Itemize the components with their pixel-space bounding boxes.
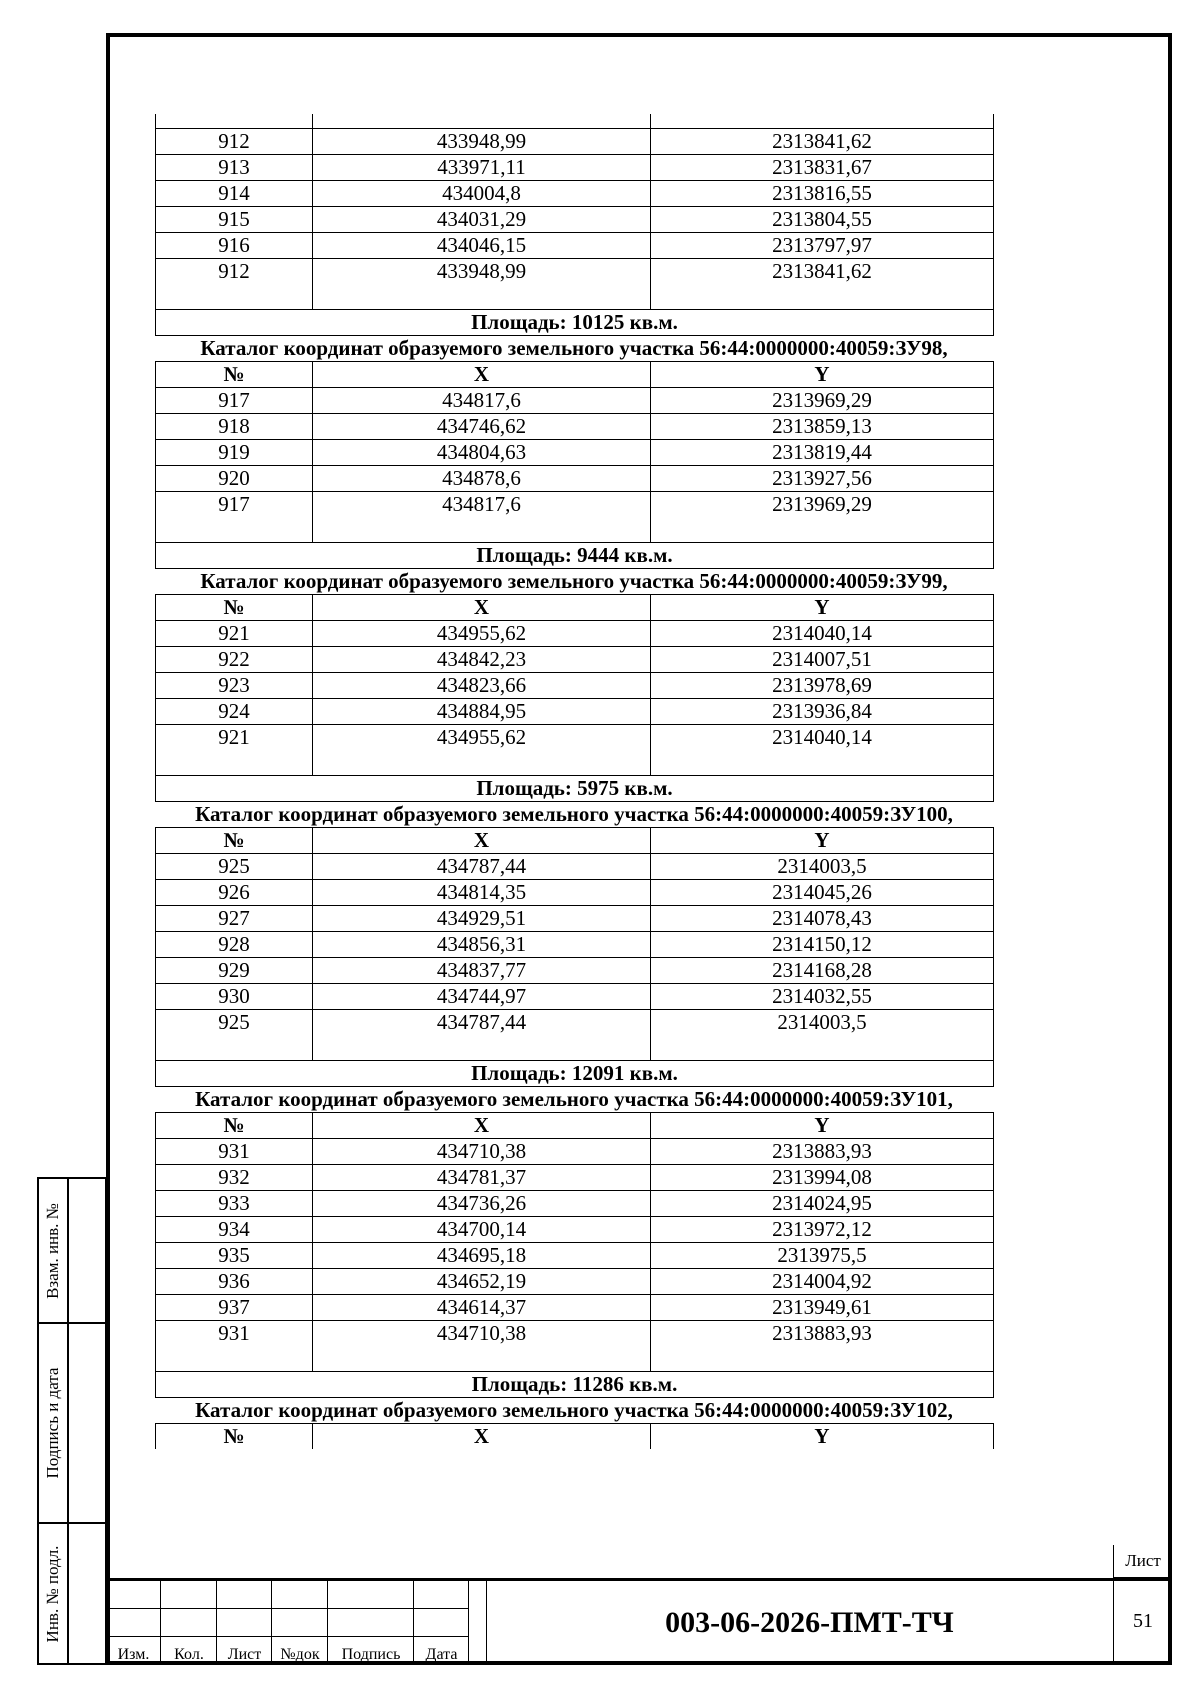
coord-x: 434804,63	[313, 440, 651, 466]
coord-y: 2313975,5	[651, 1243, 994, 1269]
sheet-number: 51	[1133, 1610, 1153, 1632]
point-number: 936	[156, 1269, 313, 1295]
revision-label: Кол.	[174, 1646, 204, 1663]
blank-cell	[156, 1035, 313, 1061]
blank-cell	[156, 284, 313, 310]
revision-cell	[328, 1581, 414, 1609]
table-row	[156, 492, 994, 518]
coord-x: 433971,11	[313, 155, 651, 181]
coord-y: 2313841,62	[651, 129, 994, 155]
catalog-table	[155, 361, 994, 569]
point-number: 914	[156, 181, 313, 207]
point-number: 913	[156, 155, 313, 181]
side-stamp-signature	[37, 1324, 107, 1524]
header-x: X	[313, 828, 651, 854]
point-number: 925	[156, 854, 313, 880]
blank-cell	[651, 1035, 994, 1061]
catalog-table	[155, 594, 994, 802]
revision-cell	[414, 1637, 469, 1665]
header-num: №	[156, 362, 313, 388]
table-row	[156, 1139, 994, 1165]
revision-cell	[272, 1637, 328, 1665]
coord-x: 434614,37	[313, 1295, 651, 1321]
revision-cell	[328, 1609, 414, 1637]
coord-y: 2313969,29	[651, 492, 994, 518]
area-row	[156, 310, 994, 336]
table-row	[156, 1217, 994, 1243]
point-number: 919	[156, 440, 313, 466]
coord-y: 2314040,14	[651, 621, 994, 647]
area-value: Площадь: 9444 кв.м.	[156, 543, 994, 569]
point-number: 922	[156, 647, 313, 673]
coord-x: 434817,6	[313, 388, 651, 414]
revision-cell	[272, 1609, 328, 1637]
coord-x: 434046,15	[313, 233, 651, 259]
catalog-title: Каталог координат образуемого земельного участка 56:44:0000000:40059:ЗУ98,	[200, 336, 948, 360]
coord-y: 2314032,55	[651, 984, 994, 1010]
coord-y: 2314003,5	[651, 1010, 994, 1036]
stub-cell	[156, 114, 313, 129]
blank-row	[156, 284, 994, 310]
blank-row	[156, 1346, 994, 1372]
table-row	[156, 414, 994, 440]
catalog-title: Каталог координат образуемого земельного участка 56:44:0000000:40059:ЗУ101,	[195, 1087, 953, 1111]
header-y: Y	[651, 1113, 994, 1139]
coord-y: 2314045,26	[651, 880, 994, 906]
blank-cell	[651, 1346, 994, 1372]
coord-x: 434710,38	[313, 1139, 651, 1165]
coord-x: 434695,18	[313, 1243, 651, 1269]
blank-cell	[156, 517, 313, 543]
table-row	[156, 1243, 994, 1269]
coord-x: 434929,51	[313, 906, 651, 932]
blank-row	[156, 750, 994, 776]
coord-y: 2314007,51	[651, 647, 994, 673]
blank-cell	[313, 750, 651, 776]
area-row	[156, 543, 994, 569]
table-row	[156, 621, 994, 647]
blank-cell	[651, 284, 994, 310]
blank-cell	[313, 284, 651, 310]
coord-y: 2314040,14	[651, 725, 994, 751]
coord-x: 434652,19	[313, 1269, 651, 1295]
header-num: №	[156, 828, 313, 854]
blank-cell	[156, 750, 313, 776]
table-row	[156, 932, 994, 958]
coord-y: 2313927,56	[651, 466, 994, 492]
table-row	[156, 388, 994, 414]
coord-x: 433948,99	[313, 259, 651, 285]
point-number: 916	[156, 233, 313, 259]
point-number: 912	[156, 259, 313, 285]
table-row	[156, 647, 994, 673]
blank-cell	[313, 517, 651, 543]
coordinate-catalogs	[155, 114, 993, 1449]
revision-label: Изм.	[117, 1646, 150, 1663]
table-row	[156, 233, 994, 259]
header-x: X	[313, 1113, 651, 1139]
point-number: 924	[156, 699, 313, 725]
table-row	[156, 259, 994, 285]
coord-y: 2314024,95	[651, 1191, 994, 1217]
coord-x: 434823,66	[313, 673, 651, 699]
revision-label: №док	[280, 1646, 320, 1663]
coord-x: 434814,35	[313, 880, 651, 906]
coord-x: 434736,26	[313, 1191, 651, 1217]
revision-cell	[106, 1609, 161, 1637]
table-row	[156, 1165, 994, 1191]
revision-cell	[106, 1581, 161, 1609]
side-stamp-signature-label: Подпись и дата	[43, 1367, 62, 1479]
revision-cell	[161, 1637, 217, 1665]
header-row	[156, 1113, 994, 1139]
coord-y: 2314168,28	[651, 958, 994, 984]
area-value: Площадь: 12091 кв.м.	[156, 1061, 994, 1087]
table-row	[156, 984, 994, 1010]
point-number: 934	[156, 1217, 313, 1243]
table-row	[156, 129, 994, 155]
coord-x: 434700,14	[313, 1217, 651, 1243]
header-y: Y	[651, 828, 994, 854]
sheet-box	[1113, 1545, 1172, 1665]
table-row	[156, 466, 994, 492]
header-num: №	[156, 1424, 313, 1450]
sheet-label: Лист	[1114, 1545, 1172, 1578]
coord-x: 434856,31	[313, 932, 651, 958]
point-number: 931	[156, 1321, 313, 1347]
table-row	[156, 699, 994, 725]
coord-y: 2314150,12	[651, 932, 994, 958]
revision-label: Лист	[227, 1646, 262, 1663]
catalog-title-next: Каталог координат образуемого земельного участка 56:44:0000000:40059:ЗУ102,	[195, 1398, 953, 1422]
coord-y: 2313972,12	[651, 1217, 994, 1243]
point-number: 918	[156, 414, 313, 440]
coord-y: 2314004,92	[651, 1269, 994, 1295]
coord-y: 2313797,97	[651, 233, 994, 259]
point-number: 932	[156, 1165, 313, 1191]
revision-cell	[328, 1637, 414, 1665]
coord-y: 2313804,55	[651, 207, 994, 233]
coord-x: 434031,29	[313, 207, 651, 233]
point-number: 930	[156, 984, 313, 1010]
coord-y: 2313816,55	[651, 181, 994, 207]
coord-y: 2313969,29	[651, 388, 994, 414]
revision-cell	[106, 1637, 161, 1665]
header-num: №	[156, 595, 313, 621]
catalog-table	[155, 827, 994, 1087]
catalog-table	[155, 1112, 994, 1398]
point-number: 927	[156, 906, 313, 932]
table-row	[156, 1010, 994, 1036]
table-row	[156, 673, 994, 699]
header-num: №	[156, 1113, 313, 1139]
table-row	[156, 854, 994, 880]
table-row	[156, 958, 994, 984]
catalog-title: Каталог координат образуемого земельного участка 56:44:0000000:40059:ЗУ100,	[195, 802, 953, 826]
header-y: Y	[651, 362, 994, 388]
revision-cell	[217, 1609, 272, 1637]
blank-cell	[651, 750, 994, 776]
side-stamp-inv	[37, 1524, 107, 1665]
point-number: 921	[156, 621, 313, 647]
point-number: 917	[156, 388, 313, 414]
revision-cell	[414, 1609, 469, 1637]
table-row	[156, 207, 994, 233]
catalog-table-continued	[155, 114, 994, 336]
header-x: X	[313, 362, 651, 388]
blank-cell	[651, 517, 994, 543]
catalog-table-next	[155, 1423, 994, 1449]
coord-x: 434787,44	[313, 854, 651, 880]
header-row	[156, 595, 994, 621]
side-stamp-vzam	[37, 1177, 107, 1324]
revision-label: Подпись	[341, 1646, 401, 1663]
table-row	[156, 181, 994, 207]
stub-cell	[313, 114, 651, 129]
revision-cell	[414, 1581, 469, 1609]
area-value: Площадь: 11286 кв.м.	[156, 1372, 994, 1398]
coord-x: 434842,23	[313, 647, 651, 673]
table-row	[156, 725, 994, 751]
point-number: 931	[156, 1139, 313, 1165]
coord-y: 2313841,62	[651, 259, 994, 285]
coord-y: 2313994,08	[651, 1165, 994, 1191]
table-row	[156, 880, 994, 906]
blank-cell	[156, 1346, 313, 1372]
point-number: 921	[156, 725, 313, 751]
table-row	[156, 1269, 994, 1295]
point-number: 935	[156, 1243, 313, 1269]
point-number: 929	[156, 958, 313, 984]
coord-y: 2314078,43	[651, 906, 994, 932]
coord-y: 2313819,44	[651, 440, 994, 466]
title-block	[106, 1551, 1172, 1665]
continued-row-stub	[156, 114, 994, 129]
point-number: 915	[156, 207, 313, 233]
header-row	[156, 362, 994, 388]
document-code: 003-06-2026-ПМТ-ТЧ	[486, 1581, 1132, 1665]
coord-x: 434781,37	[313, 1165, 651, 1191]
coord-y: 2314003,5	[651, 854, 994, 880]
revision-grid	[106, 1581, 486, 1665]
area-row	[156, 1372, 994, 1398]
header-row	[156, 828, 994, 854]
coord-y: 2313883,93	[651, 1139, 994, 1165]
coord-x: 434884,95	[313, 699, 651, 725]
point-number: 933	[156, 1191, 313, 1217]
point-number: 917	[156, 492, 313, 518]
revision-label: Дата	[425, 1646, 458, 1663]
header-y: Y	[651, 1424, 994, 1450]
coord-x: 434837,77	[313, 958, 651, 984]
point-number: 937	[156, 1295, 313, 1321]
table-row	[156, 1191, 994, 1217]
blank-cell	[313, 1035, 651, 1061]
header-x: X	[313, 1424, 651, 1450]
side-stamp-inv-label: Инв. № подл.	[43, 1545, 62, 1642]
coord-y: 2313949,61	[651, 1295, 994, 1321]
coord-y: 2313936,84	[651, 699, 994, 725]
point-number: 925	[156, 1010, 313, 1036]
table-row	[156, 440, 994, 466]
area-row	[156, 776, 994, 802]
coord-x: 434787,44	[313, 1010, 651, 1036]
coord-x: 434710,38	[313, 1321, 651, 1347]
coord-y: 2313831,67	[651, 155, 994, 181]
revision-cell	[217, 1581, 272, 1609]
coord-x: 434955,62	[313, 621, 651, 647]
header-row	[156, 1424, 994, 1450]
coord-y: 2313978,69	[651, 673, 994, 699]
blank-row	[156, 517, 994, 543]
point-number: 923	[156, 673, 313, 699]
blank-row	[156, 1035, 994, 1061]
coord-x: 434955,62	[313, 725, 651, 751]
area-row	[156, 1061, 994, 1087]
catalog-title: Каталог координат образуемого земельного участка 56:44:0000000:40059:ЗУ99,	[200, 569, 948, 593]
table-row	[156, 906, 994, 932]
point-number: 912	[156, 129, 313, 155]
coord-x: 434817,6	[313, 492, 651, 518]
coord-y: 2313859,13	[651, 414, 994, 440]
table-row	[156, 1321, 994, 1347]
blank-cell	[313, 1346, 651, 1372]
header-x: X	[313, 595, 651, 621]
coord-x: 433948,99	[313, 129, 651, 155]
revision-cell	[272, 1581, 328, 1609]
coord-x: 434744,97	[313, 984, 651, 1010]
coord-x: 434878,6	[313, 466, 651, 492]
point-number: 928	[156, 932, 313, 958]
stub-cell	[651, 114, 994, 129]
table-row	[156, 155, 994, 181]
coord-x: 434746,62	[313, 414, 651, 440]
coord-x: 434004,8	[313, 181, 651, 207]
point-number: 926	[156, 880, 313, 906]
revision-cell	[217, 1637, 272, 1665]
coord-y: 2313883,93	[651, 1321, 994, 1347]
area-value: Площадь: 10125 кв.м.	[156, 310, 994, 336]
area-value: Площадь: 5975 кв.м.	[156, 776, 994, 802]
point-number: 920	[156, 466, 313, 492]
revision-cell	[161, 1609, 217, 1637]
revision-cell	[161, 1581, 217, 1609]
header-y: Y	[651, 595, 994, 621]
side-stamp-vzam-label: Взам. инв. №	[43, 1202, 62, 1299]
table-row	[156, 1295, 994, 1321]
